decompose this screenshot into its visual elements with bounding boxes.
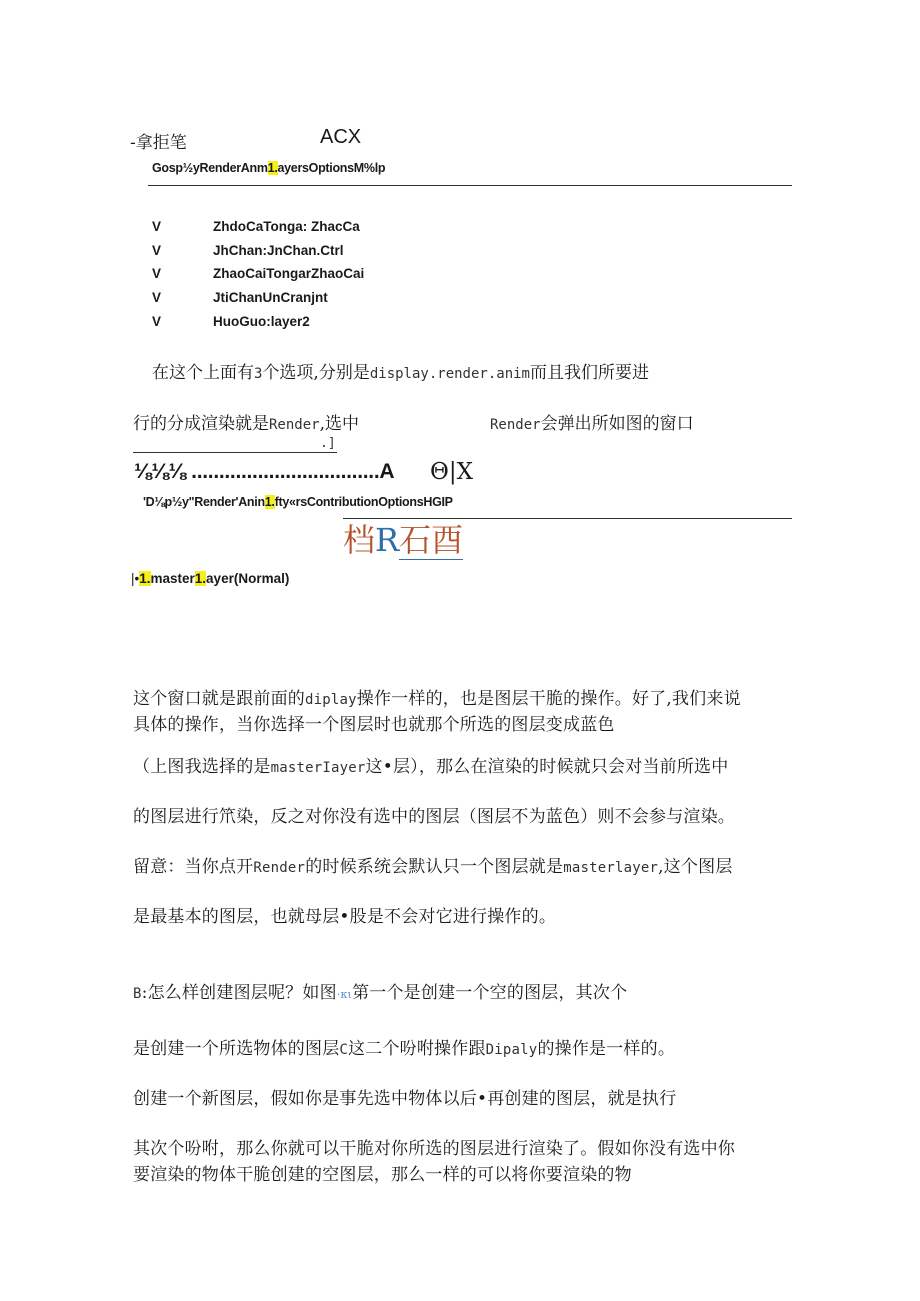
body-line-7: [133, 978, 627, 1003]
text-run: ,这个图层: [658, 857, 733, 877]
intro-line-2-right: [490, 409, 694, 434]
body-line-2: 具体的操作，当你选择一个图层时也就那个所选的图层变成蓝色: [133, 715, 615, 735]
panel2-icon-a[interactable]: 档: [343, 521, 376, 559]
panel2-divider: [343, 518, 792, 519]
text-run: （上图我选择的是: [133, 757, 271, 777]
panel1-menu-bar: [152, 161, 385, 175]
layer-name-suffix: ayer(Normal): [206, 571, 290, 586]
text-run: 是创建一个所选物体的图层: [133, 1039, 340, 1059]
layer-name: JhChan:JnChan.Ctrl: [213, 243, 344, 258]
layer-name: ZhaoCaiTongarZhaoCai: [213, 266, 365, 281]
layer-row-prefix: |•: [131, 571, 140, 586]
panel2-menu-highlight: 1.: [264, 495, 275, 509]
panel2-icon-c[interactable]: 石酉: [399, 521, 464, 559]
layer-name: master: [150, 571, 195, 586]
text-run: 的操作是一样的。: [537, 1039, 676, 1059]
text-run: Render: [253, 860, 306, 876]
text-run: C: [339, 1042, 349, 1058]
intro-line-1: [152, 358, 649, 383]
panel1-corner-buttons: ACX: [320, 126, 362, 148]
panel2-menu-after: fty«rsContributionOptionsHGIP: [274, 495, 453, 509]
text-run: Dipaly: [485, 1042, 538, 1058]
layer-visibility-check[interactable]: V: [152, 266, 162, 281]
text-run: display.render.anim: [369, 366, 530, 382]
layer-name: ZhdoCaTonga: ZhacCa: [213, 219, 360, 234]
text-run: 的时候系统会默认只一个图层就是: [305, 857, 564, 877]
text-run: 这二个吩咐操作跟: [348, 1039, 486, 1059]
panel1-title: -拿拒笔: [130, 133, 187, 153]
panel2-corner-buttons: Θ|X: [430, 459, 473, 485]
text-run: 操作一样的，也是图层干脆的操作。好了,我们来说: [356, 689, 741, 709]
inline-icon-ref: ·κι: [336, 988, 353, 1001]
body-line-1: [133, 684, 741, 709]
body-line-11: 要渲染的物体干脆创建的空图层，那么一样的可以将你要渲染的物: [133, 1165, 632, 1185]
layer-visibility-check[interactable]: V: [152, 243, 162, 258]
layer-visibility-check[interactable]: V: [152, 290, 162, 305]
body-line-3: [133, 752, 728, 777]
layer-highlight: 1.: [194, 571, 207, 586]
layer-name: JtiChanUnCranjnt: [213, 290, 328, 305]
panel2-menu-bar: [143, 495, 453, 509]
text-run: 在这个上面有: [152, 363, 254, 383]
text-run: 这个窗口就是跟前面的: [133, 689, 305, 709]
text-run: 而且我们所要进: [530, 363, 649, 383]
master-layer-row[interactable]: [131, 571, 289, 586]
body-line-8: [133, 1034, 675, 1059]
text-run: Render: [269, 417, 320, 433]
text-run: Render: [490, 417, 541, 433]
body-line-5: [133, 852, 733, 877]
panel1-menu-highlight: 1.: [267, 161, 278, 175]
text-run: diplay: [305, 692, 357, 708]
panel1-menu-before: Gosp½yRenderAnm: [152, 161, 268, 175]
text-run: 会弹出所如图的窗口: [540, 414, 694, 434]
layer-visibility-check[interactable]: V: [152, 219, 162, 234]
intro-line-2-left: [133, 409, 359, 434]
body-line-10: 其次个吩咐，那么你就可以干脆对你所选的图层进行渲染了。假如你没有选中你: [133, 1139, 735, 1159]
text-run: B: [133, 986, 142, 1002]
text-run: 个选项,分别是: [262, 363, 370, 383]
panel2-toolbar-icons[interactable]: [343, 520, 463, 560]
text-run: ,选中: [319, 414, 359, 434]
intro-underline: [133, 452, 337, 453]
body-line-9: 创建一个新图层，假如你是事先选中物体以后•再创建的图层，就是执行: [133, 1089, 677, 1109]
text-run: 这•层），那么在渲染的时候就只会对当前所选中: [365, 757, 729, 777]
layer-visibility-check[interactable]: V: [152, 314, 162, 329]
text-run: 第一个是创建一个空的图层，其次个: [352, 983, 628, 1003]
layer-name: HuoGuo:layer2: [213, 314, 310, 329]
text-run: 留意：当你点开: [133, 857, 254, 877]
panel2-icon-b[interactable]: R: [375, 521, 400, 559]
panel2-header: ⅛⅛⅛ ..................................A: [134, 460, 395, 483]
layer-highlight: 1.: [139, 571, 151, 586]
text-run: masterlayer: [563, 860, 659, 876]
text-run: masterIayer: [270, 760, 366, 776]
body-line-6: 是最基本的图层，也就母层•股是不会对它进行操作的。: [133, 907, 557, 927]
panel1-menu-after: ayersOptionsM%lp: [277, 161, 386, 175]
panel1-divider: [148, 185, 792, 186]
body-line-4: 的图层进行笊染，反之对你没有选中的图层（图层不为蓝色）则不会参与渲染。: [133, 807, 735, 827]
text-run: :怎么样创建图层呢？如图: [141, 983, 337, 1003]
text-run: 3: [254, 366, 263, 382]
underline-mark: .]: [320, 436, 336, 451]
panel2-menu-before: 'D⅛p½y"Render'Anin: [143, 495, 265, 509]
text-run: 行的分成渲染就是: [133, 414, 269, 434]
